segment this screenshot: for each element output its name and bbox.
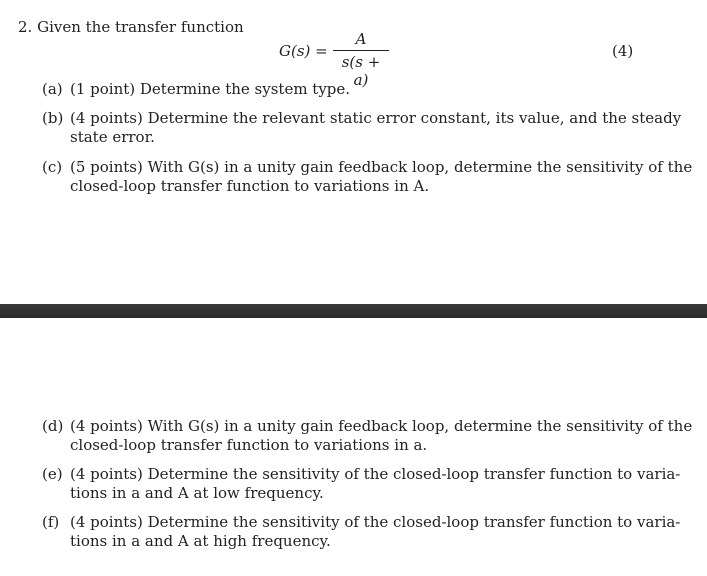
item-text-line: (4 points) Determine the sensitivity of the closed-loop transfer function to varia- <box>70 465 681 483</box>
item-text-line: (4 points) Determine the sensitivity of the closed-loop transfer function to varia- <box>70 513 681 531</box>
item-label: (e) <box>42 465 63 483</box>
item-label: (b) <box>42 109 64 127</box>
item-text-line: (4 points) Determine the relevant static error constant, its value, and the steady <box>70 109 682 127</box>
item-text-line: closed-loop transfer function to variations in a. <box>70 436 428 454</box>
item-text-line: closed-loop transfer function to variations in A. <box>70 177 430 195</box>
item-label: (a) <box>42 80 63 98</box>
equation-denominator: s(s + a) <box>341 53 381 89</box>
problem-intro: Given the transfer function <box>37 18 244 36</box>
item-text-line: (5 points) With G(s) in a unity gain feedback loop, determine the sensitivity of the <box>70 158 693 176</box>
equation-lhs: G(s) = <box>279 42 328 60</box>
page-divider-band <box>0 304 707 318</box>
item-text-line: tions in a and A at low frequency. <box>70 484 324 502</box>
fraction-bar <box>333 50 389 51</box>
equation-tag: (4) <box>612 42 634 60</box>
equation-numerator: A <box>355 30 367 48</box>
problem-header <box>18 18 244 36</box>
item-label: (c) <box>42 158 63 176</box>
item-text-line: tions in a and A at high frequency. <box>70 532 331 550</box>
problem-number: 2. <box>18 18 33 36</box>
item-label: (d) <box>42 417 64 435</box>
item-text-line: (1 point) Determine the system type. <box>70 80 351 98</box>
item-label: (f) <box>42 513 60 531</box>
item-text-line: (4 points) With G(s) in a unity gain feedback loop, determine the sensitivity of the <box>70 417 693 435</box>
item-text-line: state error. <box>70 128 155 146</box>
